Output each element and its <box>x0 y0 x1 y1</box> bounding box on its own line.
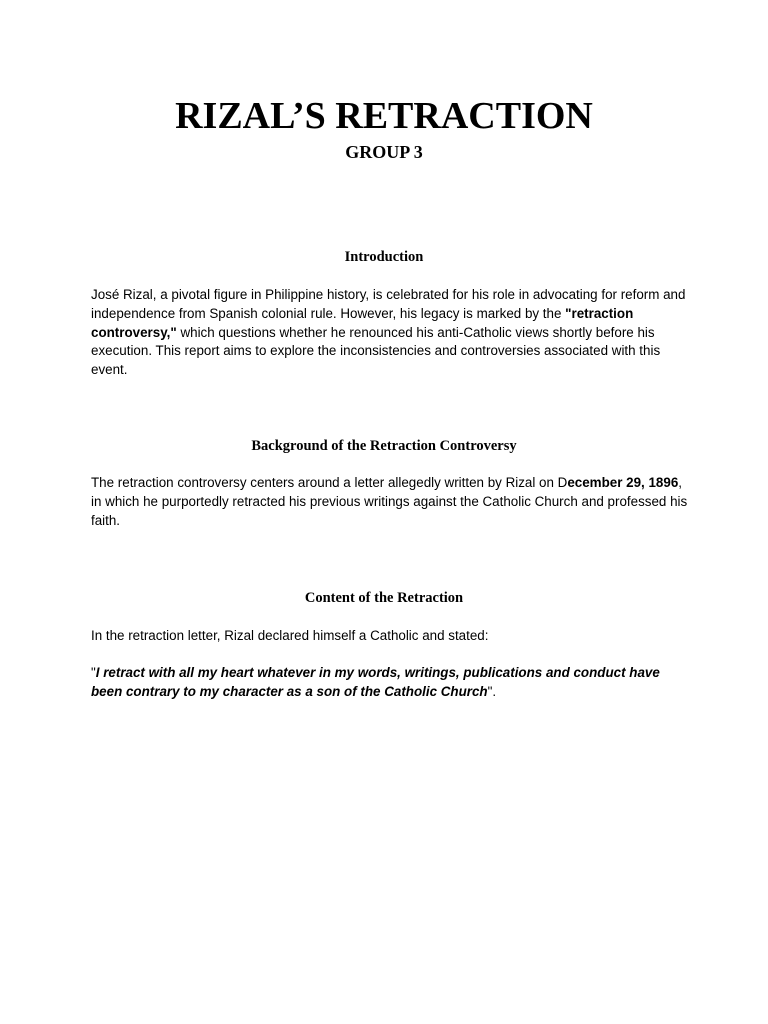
content-paragraph: In the retraction letter, Rizal declared himself a Catholic and stated: <box>91 628 489 643</box>
background-text-bold: ecember 29, 1896 <box>567 475 679 490</box>
introduction-paragraph <box>91 286 691 380</box>
document-subtitle: GROUP 3 <box>345 142 423 162</box>
introduction-text-start: José Rizal, a pivotal figure in Philippine history, is celebrated for his role in advocating for reform and independence from Spanish colonial rule. However, his legacy is marked by the <box>91 287 686 321</box>
quote-text: I retract with all my heart whatever in my words, writings, publications and conduct have been contrary to my character as a son of the Catholic Church <box>91 665 660 699</box>
background-text-end: , in which he purportedly retracted his previous writings against the Catholic Church and professed his faith. <box>91 475 688 528</box>
introduction-text-bold: "retraction controversy," <box>91 305 634 340</box>
quote-open-mark: " <box>91 665 96 680</box>
section-heading-content: Content of the Retraction <box>304 590 464 606</box>
introduction-text-end: which questions whether he renounced his anti-Catholic views shortly before his execution. This report aims to explore the inconsistencies and controversies associated with this event. <box>91 324 661 378</box>
document-title: RIZAL’S RETRACTION <box>175 95 593 137</box>
section-heading-background: Background of the Retraction Controversy <box>251 438 517 454</box>
retraction-quote <box>91 664 691 702</box>
quote-close-mark: ". <box>487 683 497 699</box>
background-paragraph <box>91 474 691 530</box>
section-heading-introduction: Introduction <box>344 249 424 265</box>
background-text-start: The retraction controversy centers around a letter allegedly written by Rizal on D <box>91 475 568 490</box>
